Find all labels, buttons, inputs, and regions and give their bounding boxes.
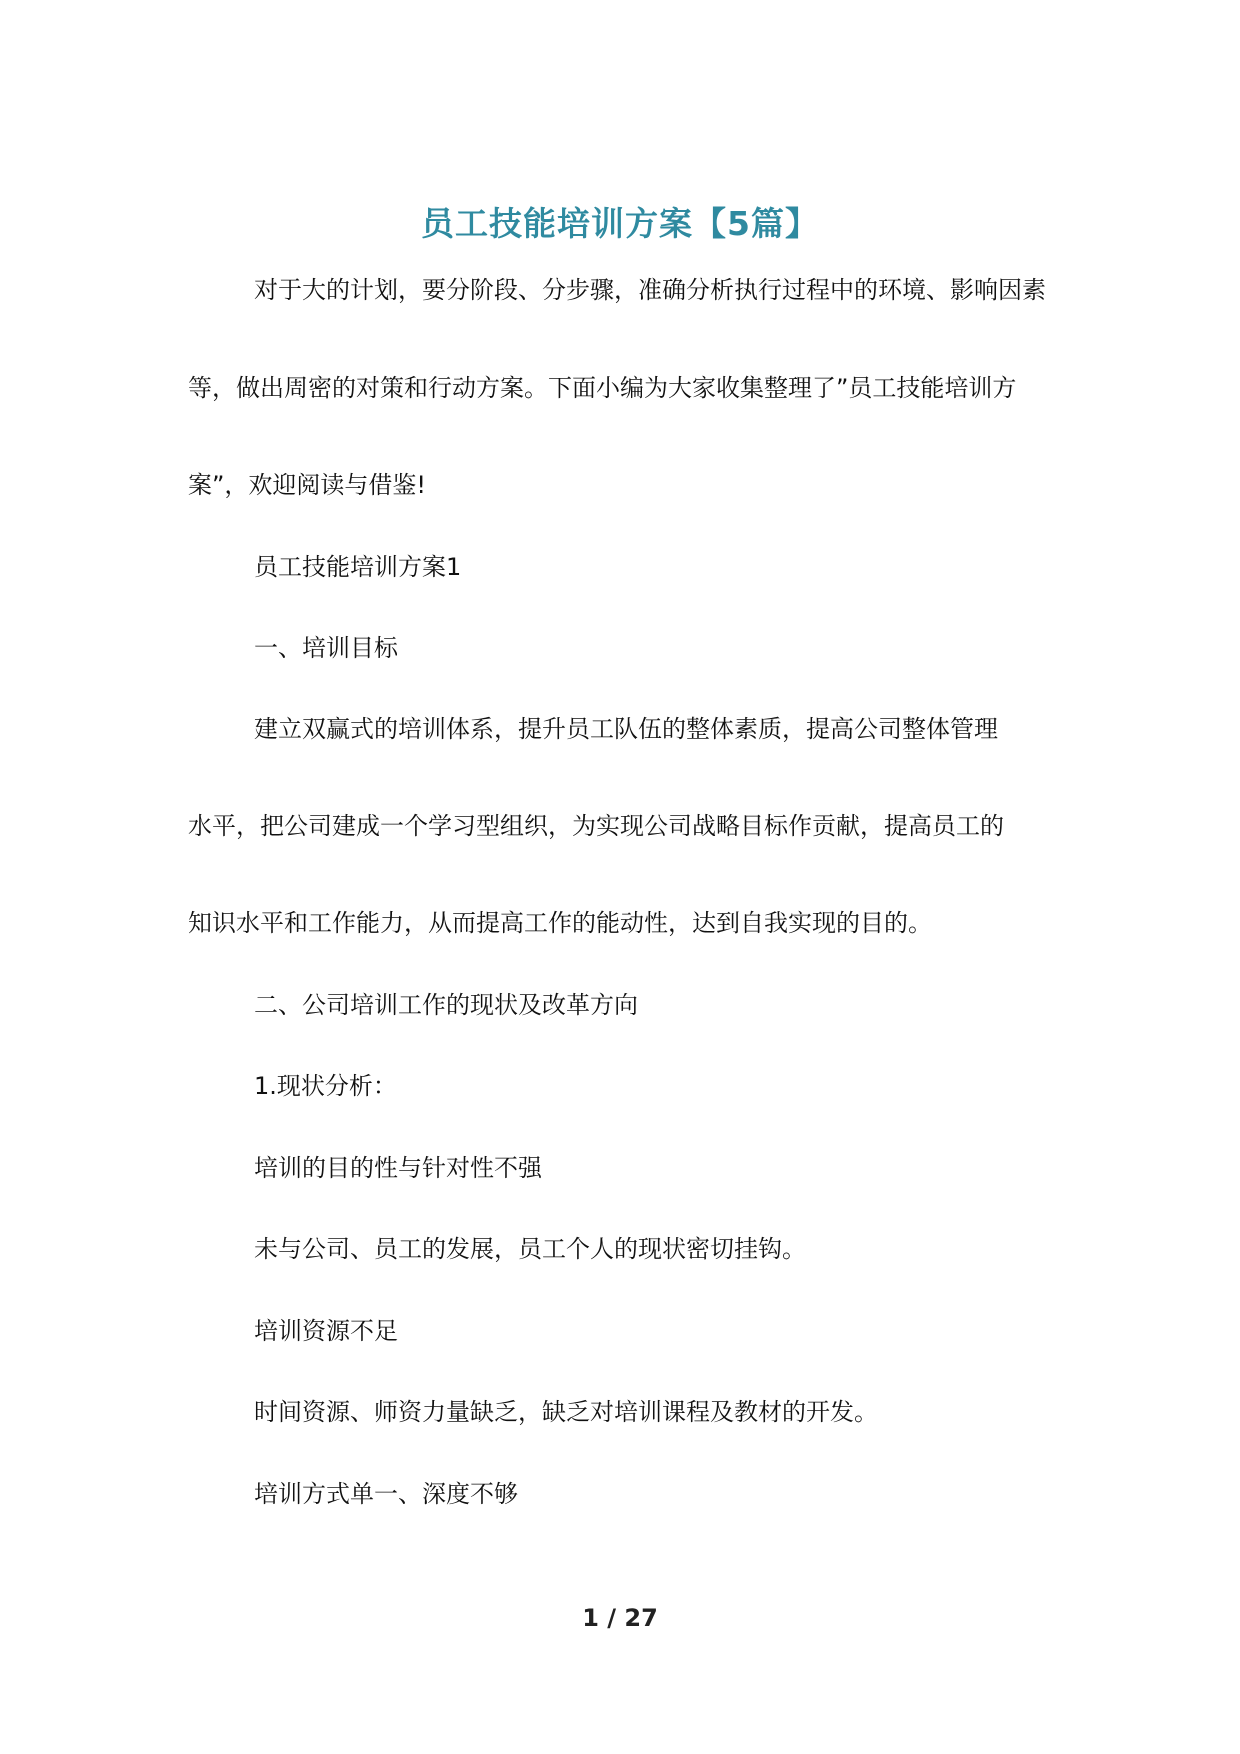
goal-line-1: 建立双赢式的培训体系，提升员工队伍的整体素质，提高公司整体管理 <box>254 715 998 743</box>
goal-line-2: 水平，把公司建成一个学习型组织，为实现公司战略目标作贡献，提高员工的 <box>188 812 1004 840</box>
list-item: 培训的目的性与针对性不强 <box>254 1154 542 1182</box>
heading-training-goal: 一、培训目标 <box>254 634 398 662</box>
heading-current-status: 二、公司培训工作的现状及改革方向 <box>254 991 638 1019</box>
section-title: 员工技能培训方案1 <box>254 553 462 581</box>
list-item: 未与公司、员工的发展，员工个人的现状密切挂钩。 <box>254 1235 806 1263</box>
list-item: 时间资源、师资力量缺乏，缺乏对培训课程及教材的开发。 <box>254 1398 878 1426</box>
document-title: 员工技能培训方案【5篇】 <box>421 204 819 243</box>
goal-line-3: 知识水平和工作能力，从而提高工作的能动性，达到自我实现的目的。 <box>188 909 932 937</box>
subheading-status-analysis: 1.现状分析： <box>254 1072 397 1100</box>
intro-line-2: 等，做出周密的对策和行动方案。下面小编为大家收集整理了”员工技能培训方 <box>188 374 1017 402</box>
page-number: 1 / 27 <box>582 1604 658 1632</box>
intro-line-1: 对于大的计划，要分阶段、分步骤，准确分析执行过程中的环境、影响因素 <box>254 276 1046 304</box>
list-item: 培训方式单一、深度不够 <box>254 1480 518 1508</box>
intro-line-3: 案”，欢迎阅读与借鉴! <box>188 471 427 499</box>
list-item: 培训资源不足 <box>254 1317 398 1345</box>
